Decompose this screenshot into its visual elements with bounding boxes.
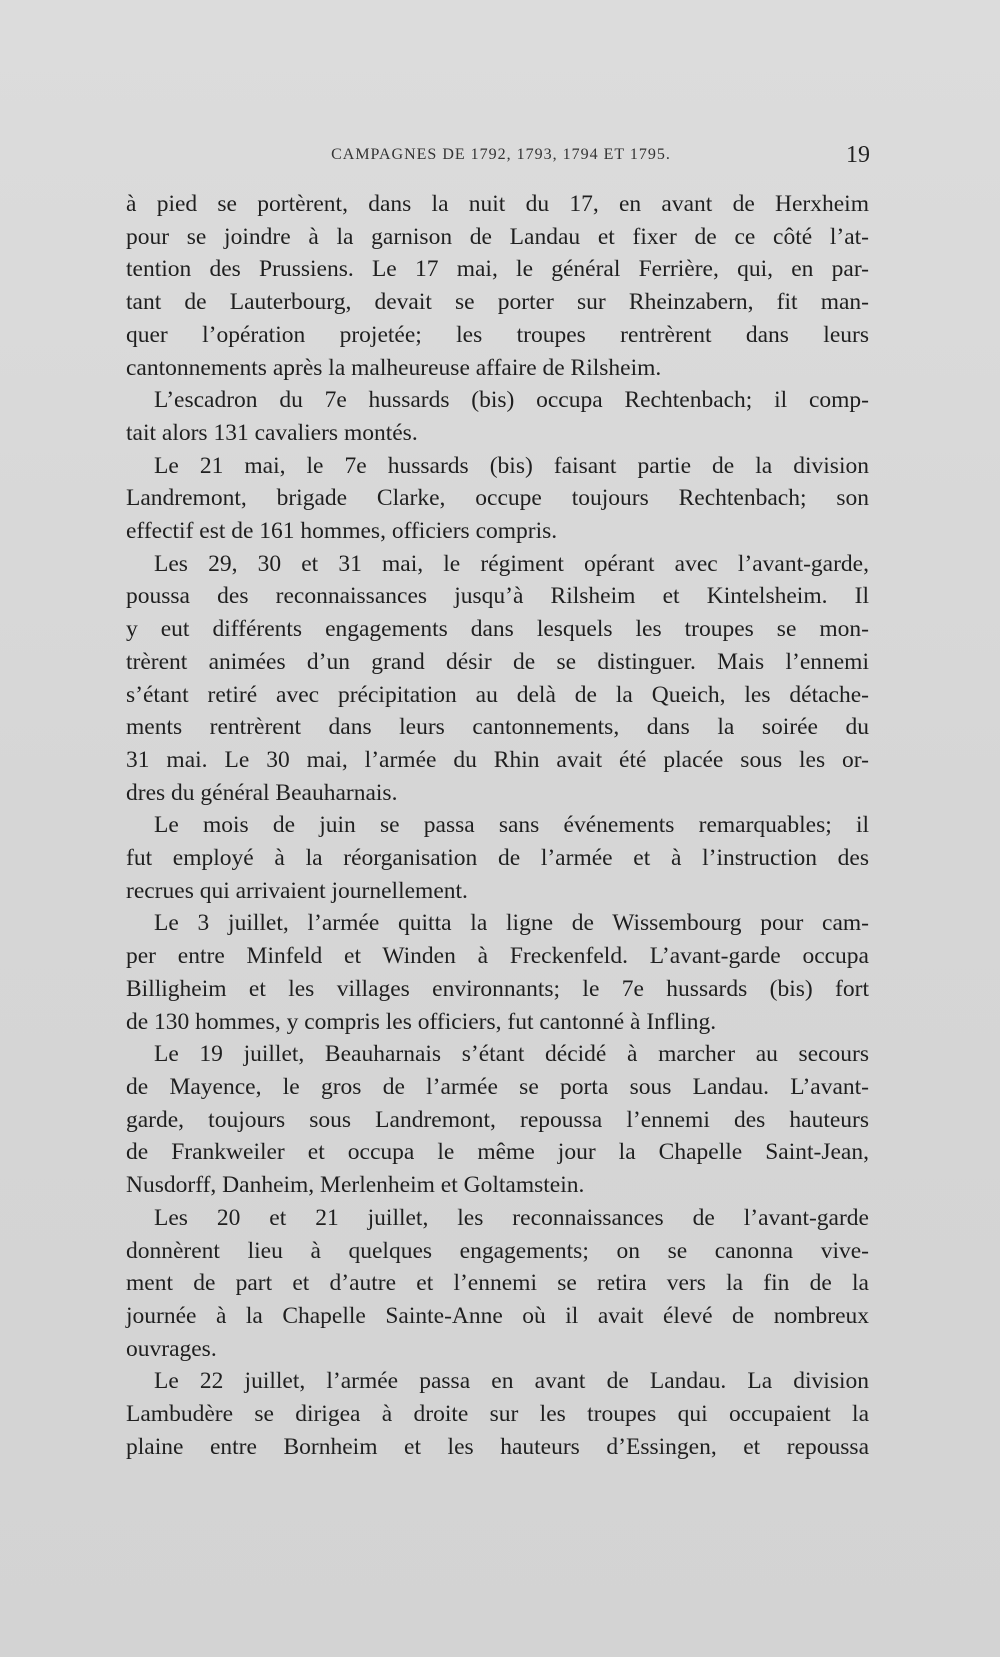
text-line: Le 22 juillet, l’armée passa en avant de Landau. La division [154,1368,869,1395]
text-line: de 130 hommes, y compris les officiers, fut cantonné à Infling. [126,1008,717,1035]
text-line: y eut différents engagements dans lesquels les troupes se mon- [126,616,869,643]
text-line: Lambudère se dirigea à droite sur les troupes qui occupaient la [126,1401,869,1428]
body-text [126,188,869,1463]
text-line: Le 19 juillet, Beauharnais s’étant décidé à marcher au secours [154,1041,869,1068]
paragraph [126,548,869,810]
paragraph [126,450,869,548]
text-line: effectif est de 161 hommes, officiers compris. [126,518,558,545]
paragraph [126,907,869,1038]
text-line: s’étant retiré avec précipitation au delà de la Queich, les détache- [126,681,869,708]
paragraph [126,1365,869,1463]
text-line: ouvrages. [126,1335,217,1362]
paragraph [126,1202,869,1366]
text-line: fut employé à la réorganisation de l’armée et à l’instruction des [126,845,869,872]
text-line: à pied se portèrent, dans la nuit du 17, en avant de Herxheim [126,191,869,217]
text-line: 31 mai. Le 30 mai, l’armée du Rhin avait été placée sous les or- [126,746,869,773]
text-line: Le 21 mai, le 7e hussards (bis) faisant partie de la division [154,452,869,479]
text-line: trèrent animées d’un grand désir de se distinguer. Mais l’ennemi [126,648,869,675]
text-line: ments rentrèrent dans leurs cantonnements, dans la soirée du [126,714,869,741]
text-line: L’escadron du 7e hussards (bis) occupa Rechtenbach; il comp- [154,387,869,414]
paragraph [126,809,869,907]
text-line: tait alors 131 cavaliers montés. [126,419,418,446]
text-line: de Frankweiler et occupa le même jour la Chapelle Saint-Jean, [126,1139,869,1166]
text-line: Nusdorff, Danheim, Merlenheim et Goltamstein. [126,1172,585,1199]
paragraph [126,1038,869,1202]
text-line: journée à la Chapelle Sainte-Anne où il avait élevé de nombreux [126,1302,869,1329]
page-number: 19 [846,142,870,168]
text-line: donnèrent lieu à quelques engagements; on se canonna vive- [126,1237,869,1264]
paragraph [126,188,869,384]
text-line: ment de part et d’autre et l’ennemi se retira vers la fin de la [126,1270,869,1297]
text-line: Billigheim et les villages environnants; le 7e hussards (bis) fort [126,975,869,1002]
running-title: CAMPAGNES DE 1792, 1793, 1794 ET 1795. [331,146,671,163]
text-line: de Mayence, le gros de l’armée se porta sous Landau. L’avant- [126,1073,869,1100]
text-line: tention des Prussiens. Le 17 mai, le général Ferrière, qui, en par- [126,256,869,283]
text-line: per entre Minfeld et Winden à Freckenfeld. L’avant-garde occupa [126,943,869,970]
text-line: quer l’opération projetée; les troupes rentrèrent dans leurs [126,321,869,348]
text-line: recrues qui arrivaient journellement. [126,877,468,904]
text-line: garde, toujours sous Landremont, repoussa l’ennemi des hauteurs [126,1106,869,1133]
paragraph [126,384,869,449]
text-line: Les 20 et 21 juillet, les reconnaissances de l’avant-garde [154,1204,869,1231]
text-line: dres du général Beauharnais. [126,779,398,806]
text-line: Le mois de juin se passa sans événements remarquables; il [154,812,869,839]
text-line: Landremont, brigade Clarke, occupe toujours Rechtenbach; son [126,485,869,512]
text-line: Les 29, 30 et 31 mai, le régiment opérant avec l’avant-garde, [154,550,869,577]
text-line: pour se joindre à la garnison de Landau et fixer de ce côté l’at- [126,223,869,250]
text-line: poussa des reconnaissances jusqu’à Rilsheim et Kintelsheim. Il [126,583,869,610]
text-line: plaine entre Bornheim et les hauteurs d’Essingen, et repoussa [126,1433,869,1460]
text-line: cantonnements après la malheureuse affaire de Rilsheim. [126,354,662,381]
text-line: tant de Lauterbourg, devait se porter sur Rheinzabern, fit man- [126,289,869,316]
running-head [126,142,876,172]
text-line: Le 3 juillet, l’armée quitta la ligne de Wissembourg pour cam- [154,910,869,937]
